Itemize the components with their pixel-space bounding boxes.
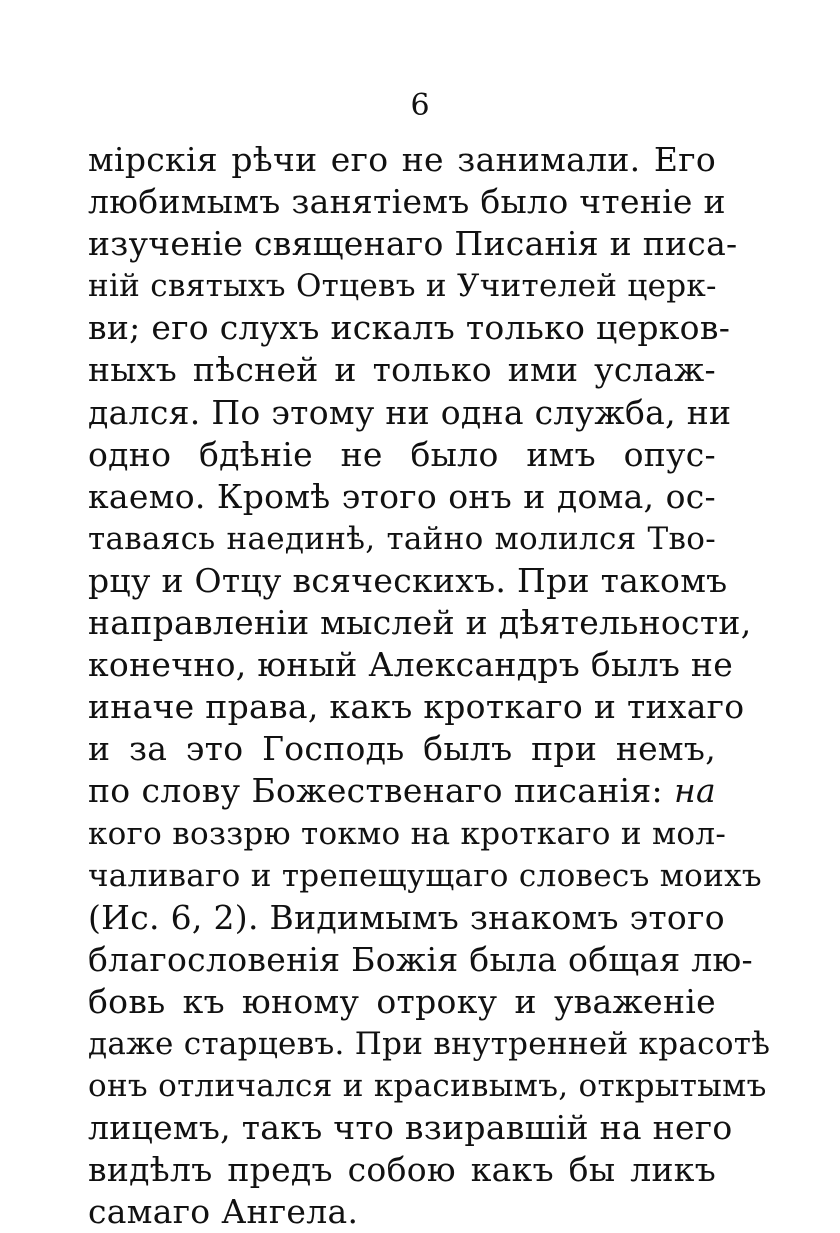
text-line: мірскія рѣчи его не занимали. Его <box>88 140 716 179</box>
text-line: бовь къ юному отроку и уваженіе <box>88 981 716 1021</box>
text-line <box>88 770 716 812</box>
text-line: каемо. Кромѣ этого онъ и дома, ос- <box>88 476 716 516</box>
text-line: лицемъ, такъ что взиравшій на него <box>88 1108 733 1148</box>
text-line: онъ отличался и красивымъ, открытымъ <box>88 1068 767 1105</box>
text-line: и за это Господь былъ при немъ, <box>88 729 716 769</box>
scripture-quote: на <box>673 771 716 811</box>
page-number: 6 <box>410 88 430 123</box>
text-line-pre: по слову Божественаго писанія: <box>88 771 674 811</box>
text-line: ній святыхъ Отцевъ и Учителей церк- <box>88 268 717 305</box>
text-line: направленіи мыслей и дѣятельности, <box>88 603 752 643</box>
text-line: рцу и Отцу всяческихъ. При такомъ <box>88 560 728 600</box>
text-line: ныхъ пѣсней и только ими услаж- <box>88 350 716 390</box>
text-line: одно бдѣніе не было имъ опус- <box>88 434 716 474</box>
text-line: таваясь наединѣ, тайно молился Тво- <box>88 520 716 557</box>
text-line: изученіе священаго Писанія и писа- <box>88 224 738 264</box>
text-line: даже старцевъ. При внутренней красотѣ <box>88 1025 771 1062</box>
scripture-quote-line: чаливаго и трепещущаго словесъ моихъ <box>88 857 762 894</box>
text-line: видѣлъ предъ собою какъ бы ликъ <box>88 1150 716 1190</box>
body-text <box>88 139 771 1233</box>
text-line: дался. По этому ни одна служба, ни <box>88 392 732 432</box>
text-line: самаго Ангела. <box>88 1192 359 1232</box>
text-line: (Ис. 6, 2). Видимымъ знакомъ этого <box>88 897 725 937</box>
text-line: иначе права, какъ кроткаго и тихаго <box>88 687 745 727</box>
text-line: конечно, юный Александръ былъ не <box>88 645 734 685</box>
text-line: благословенія Божія была общая лю- <box>88 939 753 979</box>
text-line: ви; его слухъ искалъ только церков- <box>88 308 731 348</box>
text-line: любимымъ занятіемъ было чтеніе и <box>88 182 726 222</box>
scripture-quote-line: кого воззрю токмо на кроткаго и мол- <box>88 815 727 852</box>
